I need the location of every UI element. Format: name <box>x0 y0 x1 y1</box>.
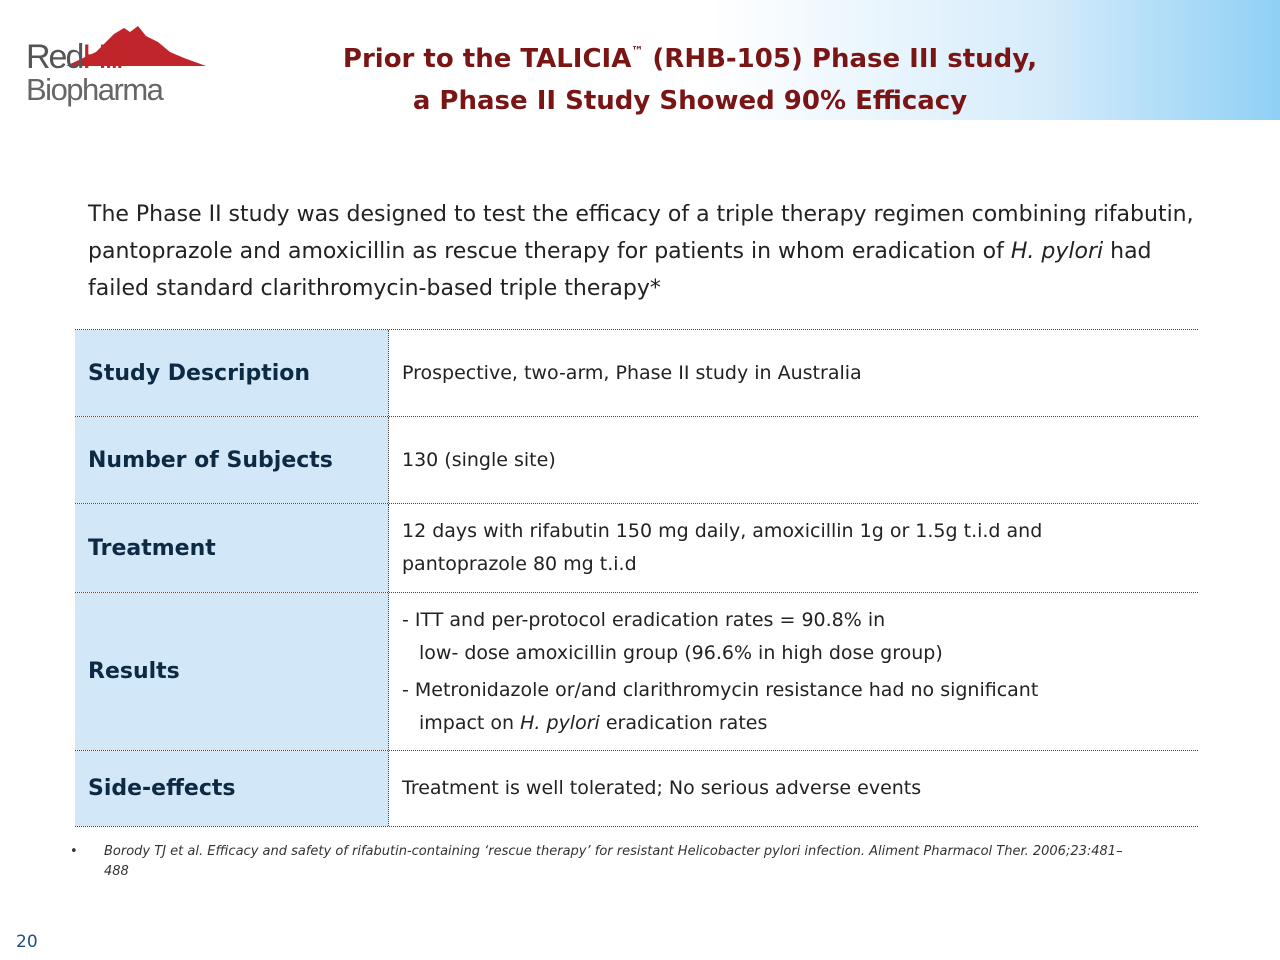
intro-text-before: The Phase II study was designed to test the efficacy of a triple therapy regimen combining rifabutin, pantoprazole and amoxicillin as rescue therapy for patients in whom eradication of <box>88 202 1194 264</box>
row-value <box>389 593 1198 750</box>
table-row <box>75 750 1198 827</box>
row-value: Treatment is well tolerated; No serious adverse events <box>402 777 922 799</box>
table-row <box>75 592 1198 750</box>
redhill-logo <box>26 22 186 106</box>
title-line-2: a Phase II Study Showed 90% Efficacy <box>412 86 968 116</box>
intro-text-after: had failed standard clarithromycin-based triple therapy* <box>88 239 1152 301</box>
page-number: 20 <box>16 932 38 952</box>
row-value: Prospective, two-arm, Phase II study in Australia <box>402 361 862 384</box>
intro-italic: H. pylori <box>1010 239 1104 264</box>
page-title <box>250 30 1130 122</box>
logo-text-hill: Hill <box>82 38 122 76</box>
row-value <box>389 504 1198 592</box>
study-table <box>75 329 1198 827</box>
row-label: Study Description <box>75 330 389 416</box>
row-value: 130 (single site) <box>402 448 556 471</box>
table-row <box>75 503 1198 592</box>
footnote-bullet: • <box>70 844 78 859</box>
footnote-text: Borody TJ et al. Efficacy and safety of rifabutin-containing ‘rescue therapy’ for resistant Helicobacter pylori infection. Aliment Pharmacol Ther. 2006;23:481–488 <box>104 844 1123 879</box>
table-row <box>75 329 1198 416</box>
results-item-2-line-2 <box>402 707 1038 740</box>
results-list <box>402 604 1038 740</box>
logo-wordmark-line2: Biopharma <box>26 72 163 107</box>
title-line-1 <box>250 30 1130 80</box>
row-label: Number of Subjects <box>75 417 389 503</box>
table-row <box>75 416 1198 503</box>
results-text-a: impact on <box>419 711 521 734</box>
logo-wordmark-line1 <box>26 40 122 74</box>
results-item-1-line-1: - ITT and per-protocol eradication rates = 90.8% in <box>402 608 886 631</box>
footnote <box>70 842 1130 882</box>
row-label: Side-effects <box>75 751 389 826</box>
row-label: Treatment <box>75 504 389 592</box>
title-text-a: Prior to the TALICIA <box>342 44 632 74</box>
row-label: Results <box>75 593 389 750</box>
results-item-2-line-1: - Metronidazole or/and clarithromycin resistance had no significant <box>402 678 1039 701</box>
results-item-1-line-2: low- dose amoxicillin group (96.6% in high dose group) <box>419 641 943 664</box>
results-text-b: eradication rates <box>599 711 768 734</box>
results-italic: H. pylori <box>520 711 600 734</box>
intro-paragraph <box>88 196 1198 307</box>
logo-text-red: Red <box>26 38 83 76</box>
treatment-text: 12 days with rifabutin 150 mg daily, amoxicillin 1g or 1.5g t.i.d and pantoprazole 80 mg t.i.d <box>402 520 1043 575</box>
trademark-symbol: ™ <box>631 44 644 58</box>
title-text-b: (RHB-105) Phase III study, <box>643 44 1038 74</box>
